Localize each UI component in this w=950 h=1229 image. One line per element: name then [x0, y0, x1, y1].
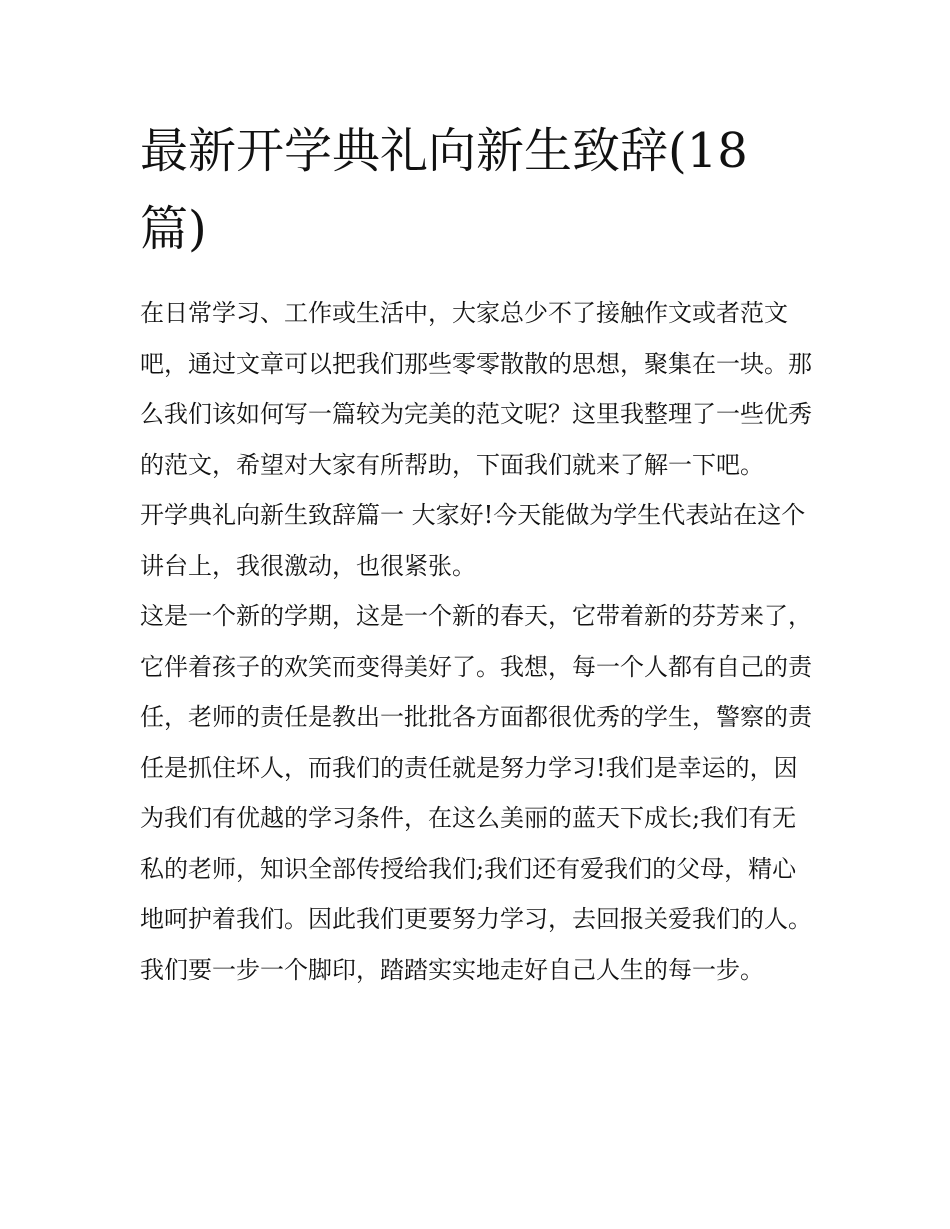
document-content	[140, 112, 814, 995]
document-title: 最新开学典礼向新生致辞(18篇)	[140, 123, 748, 257]
intro-paragraph: 在日常学习、工作或生活中，大家总少不了接触作文或者范文吧，通过文章可以把我们那些零零散散的思想，聚集在一块。那么我们该如何写一篇较为完美的范文呢？这里我整理了一些优秀的范文，希望对大家有所帮助，下面我们就来了解一下吧。	[140, 299, 812, 479]
speech-paragraph: 这是一个新的学期，这是一个新的春天，它带着新的芬芳来了，它伴着孩子的欢笑而变得美好了。我想，每一个人都有自己的责任，老师的责任是教出一批批各方面都很优秀的学生，警察的责任是抓住坏人，而我们的责任就是努力学习!我们是幸运的，因为我们有优越的学习条件，在这么美丽的蓝天下成长;我们有无私的老师，知识全部传授给我们;我们还有爱我们的父母，精心地呵护着我们。因此我们更要努力学习，去回报关爱我们的人。我们要一步一个脚印，踏踏实实地走好自己人生的每一步。	[140, 602, 812, 984]
greeting-paragraph: 开学典礼向新生致辞篇一 大家好!今天能做为学生代表站在这个讲台上，我很激动，也很紧张。	[140, 501, 806, 580]
document-body	[140, 288, 814, 995]
